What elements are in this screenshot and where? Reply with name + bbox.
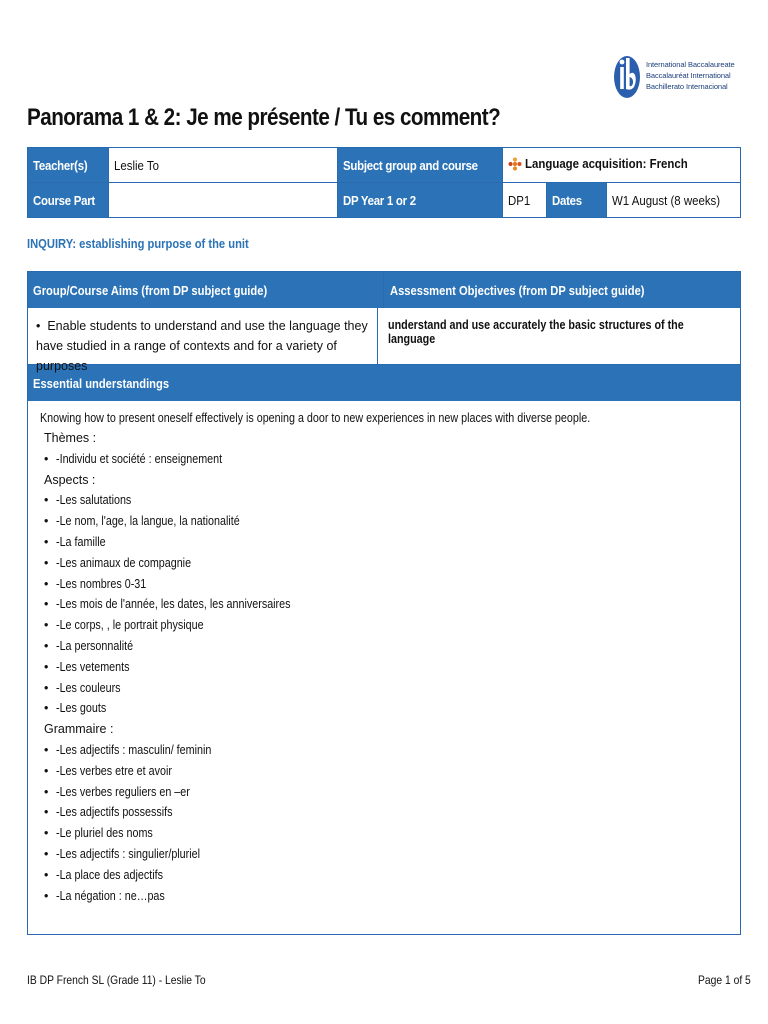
list-item: • -Les couleurs (44, 678, 740, 699)
bullet-icon: • (44, 659, 49, 674)
year-value: DP1 (502, 183, 546, 218)
bullet-icon: • (44, 867, 49, 882)
bullet-icon: • (44, 846, 49, 861)
bullet-icon: • (44, 826, 49, 841)
aspects-list (40, 490, 740, 719)
unit-info-table (27, 147, 741, 218)
bullet-icon: • (44, 534, 49, 549)
subject-value: Language acquisition: French (524, 156, 688, 172)
list-item: • -Les adjectifs possessifs (44, 802, 740, 823)
bullet-icon: • (44, 597, 49, 612)
bullet-icon: • (44, 618, 49, 633)
list-item: • -Les animaux de compagnie (44, 553, 740, 574)
list-item: • -Les gouts (44, 698, 740, 719)
list-item: • -Le pluriel des noms (44, 823, 740, 844)
course-part-label: Course Part (28, 183, 109, 218)
aims-header-row (28, 272, 740, 308)
list-item: • -La famille (44, 532, 740, 553)
ib-logo (612, 48, 735, 102)
logo-line-1: International Baccalaureate (646, 59, 735, 69)
list-item: • -Le nom, l'age, la langue, la nationalité (44, 511, 740, 532)
list-item: • -Les verbes reguliers en –er (44, 782, 740, 803)
bullet-icon: • (44, 451, 49, 466)
dates-label: Dates (546, 183, 607, 218)
list-item: • -Individu et société : enseignement (44, 449, 740, 470)
list-item: • -Les adjectifs : singulier/pluriel (44, 844, 740, 865)
list-item: • -Le corps, , le portrait physique (44, 615, 740, 636)
footer-page-number: Page 1 of 5 (698, 973, 751, 987)
objective-text: understand and use accurately the basic structures of the language (388, 318, 684, 346)
subject-label: Subject group and course (338, 148, 502, 183)
bullet-icon: • (44, 680, 49, 695)
list-item: • -La personnalité (44, 636, 740, 657)
dates-value: W1 August (8 weeks) (607, 183, 741, 218)
list-item: • -Les verbes etre et avoir (44, 761, 740, 782)
bullet-icon: • (44, 888, 49, 903)
page-title: Panorama 1 & 2: Je me présente / Tu es comment? (27, 104, 501, 131)
list-item: • -La place des adjectifs (44, 865, 740, 886)
bullet-icon: • (44, 784, 49, 799)
bullet-icon: • (44, 638, 49, 653)
bullet-icon: • (44, 514, 49, 529)
ib-logo-icon (612, 50, 642, 100)
aims-header: Group/Course Aims (from DP subject guide) (28, 272, 384, 308)
logo-line-3: Bachillerato Internacional (646, 81, 728, 91)
bullet-icon: • (44, 701, 49, 716)
list-item: • -Les nombres 0-31 (44, 574, 740, 595)
bullet-icon: • (44, 555, 49, 570)
teacher-label: Teacher(s) (28, 148, 109, 183)
grammar-label: Grammaire : (44, 722, 114, 737)
essential-intro: Knowing how to present oneself effectively is opening a door to new experiences in new places with diverse people. (40, 411, 591, 425)
grammar-list (40, 740, 740, 906)
year-label: DP Year 1 or 2 (338, 183, 502, 218)
teacher-value: Leslie To (109, 148, 338, 183)
themes-list (40, 449, 740, 470)
bullet-icon: • (44, 576, 49, 591)
aspects-label: Aspects : (44, 472, 96, 487)
footer-course: IB DP French SL (Grade 11) - Leslie To (27, 973, 206, 987)
aim-text: • Enable students to understand and use the language they have studied in a range of contexts and for a variety of purposes (28, 308, 378, 364)
subject-value-cell (502, 148, 740, 183)
logo-line-2: Baccalauréat International (646, 70, 731, 80)
list-item: • -La négation : ne…pas (44, 886, 740, 907)
list-item: • -Les vetements (44, 657, 740, 678)
inquiry-heading: INQUIRY: establishing purpose of the unit (27, 236, 249, 251)
bullet-icon: • (44, 805, 49, 820)
course-part-value (109, 183, 338, 218)
bullet-icon: • (44, 493, 49, 508)
themes-label: Thèmes : (44, 431, 97, 445)
essential-body (28, 401, 740, 906)
unit-content-box (27, 271, 741, 935)
language-acquisition-icon (508, 157, 522, 174)
essential-header: Essential understandings (28, 364, 740, 401)
list-item: • -Les mois de l'année, les dates, les anniversaires (44, 594, 740, 615)
list-item: • -Les salutations (44, 490, 740, 511)
aims-body-row (28, 308, 740, 373)
bullet-icon: • (44, 763, 49, 778)
bullet-icon: • (44, 742, 49, 757)
objectives-header: Assessment Objectives (from DP subject guide) (390, 282, 645, 298)
list-item: • -Les adjectifs : masculin/ feminin (44, 740, 740, 761)
